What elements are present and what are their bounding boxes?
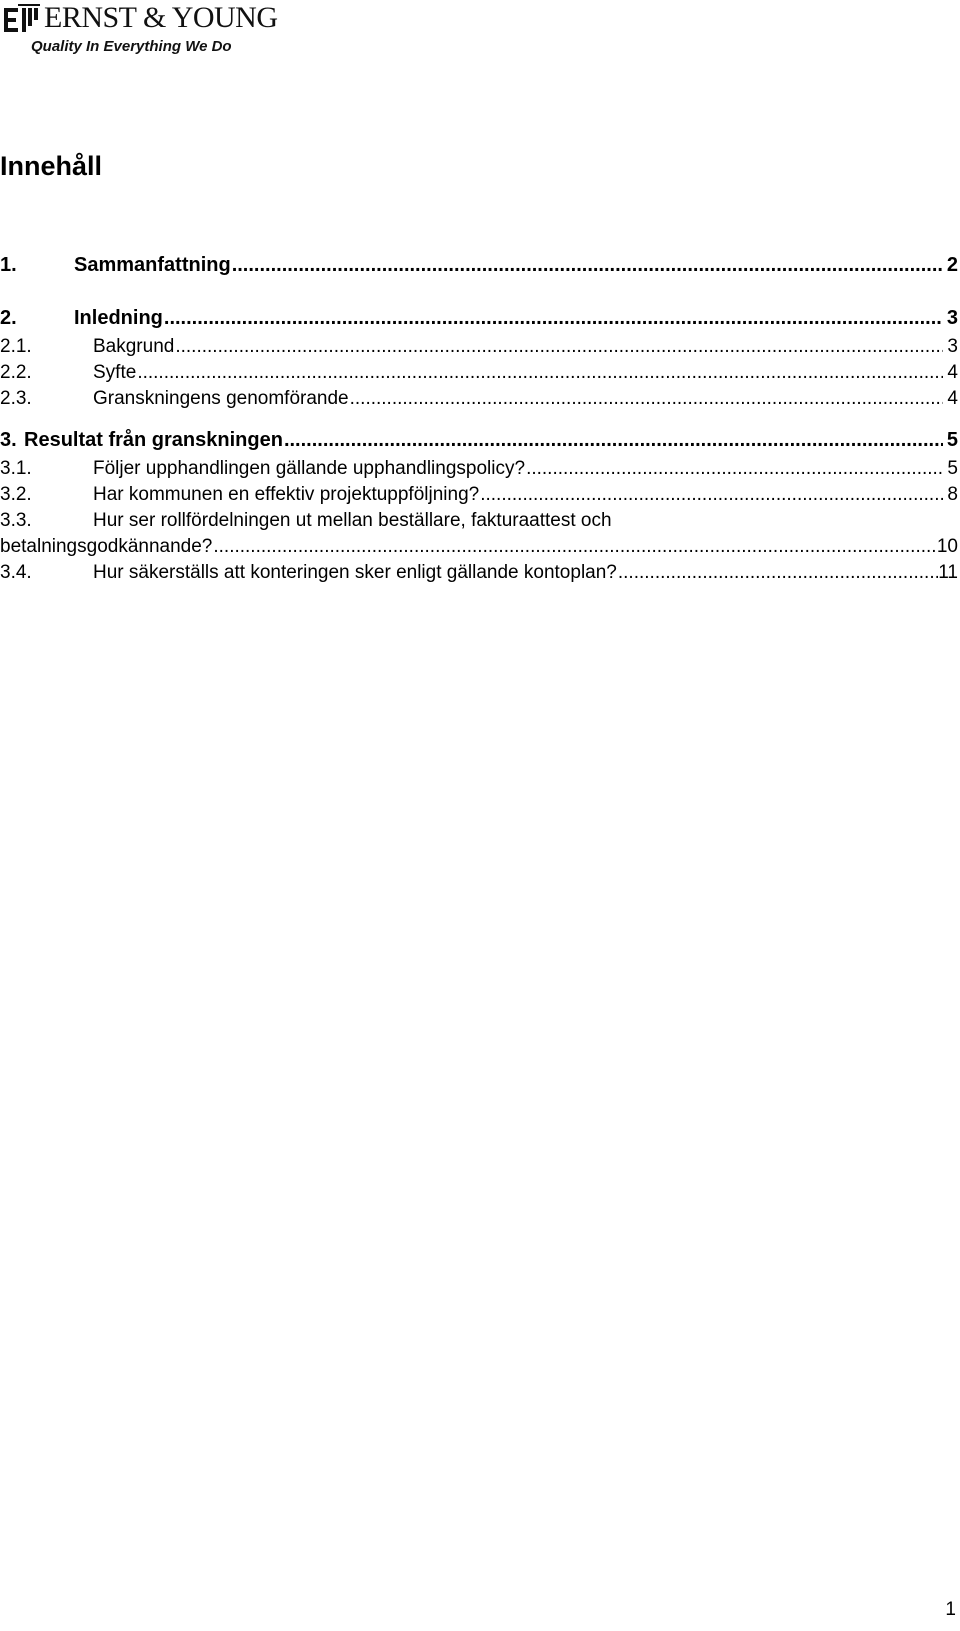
toc-entry-text-line1[interactable]: Hur ser rollfördelningen ut mellan beställare, fakturaattest och — [93, 510, 612, 531]
toc-leader-dots — [480, 482, 943, 508]
toc-entry-number: 2.3. — [0, 388, 32, 409]
toc-entry-text: Resultat från granskningen — [24, 429, 283, 451]
toc-entry-page: 4 — [947, 388, 958, 409]
toc-entry-number: 3.1. — [0, 458, 32, 479]
toc-entry-number: 1. — [0, 254, 17, 276]
toc-entry-page: 2 — [946, 254, 958, 276]
toc-entry-page: 11 — [938, 562, 958, 583]
toc-entry-projektuppfoljning[interactable] — [0, 482, 958, 508]
toc-leader-dots — [526, 456, 943, 482]
toc-entry-text: Syfte — [93, 362, 137, 383]
toc-entry-page: 4 — [947, 362, 958, 383]
toc-entry-number: 3. — [0, 429, 17, 451]
toc-entry-text: Sammanfattning — [74, 254, 231, 276]
toc-entry-text-line2: betalningsgodkännande? — [0, 536, 213, 557]
toc-leader-dots — [618, 560, 938, 586]
toc-entry-text: Granskningens genomförande — [93, 388, 349, 409]
logo-tagline: Quality In Everything We Do — [31, 38, 232, 55]
ernst-young-mark-icon — [4, 4, 40, 32]
toc-entry-text: Bakgrund — [93, 336, 175, 357]
toc-entry-rollfordelningen[interactable] — [0, 534, 958, 560]
toc-entry-page: 8 — [947, 484, 958, 505]
toc-entry-inledning[interactable] — [0, 305, 958, 331]
toc-entry-granskningens-genomforande[interactable] — [0, 386, 958, 412]
toc-entry-syfte[interactable] — [0, 360, 958, 386]
toc-leader-dots — [284, 427, 943, 453]
toc-entry-number: 2.2. — [0, 362, 32, 383]
toc-leader-dots — [213, 534, 937, 560]
toc-entry-page: 3 — [946, 307, 958, 329]
toc-entry-number: 3.3. — [0, 510, 32, 531]
toc-entry-sammanfattning[interactable] — [0, 252, 958, 278]
toc-leader-dots — [350, 386, 944, 412]
toc-entry-text: Hur säkerställs att konteringen sker enligt gällande kontoplan? — [93, 562, 617, 583]
toc-entry-text: Har kommunen en effektiv projektuppföljning? — [93, 484, 480, 505]
toc-entry-page: 10 — [936, 536, 958, 557]
toc-leader-dots — [232, 252, 943, 278]
toc-entry-page: 3 — [947, 336, 958, 357]
toc-entry-number: 2.1. — [0, 336, 32, 357]
toc-entry-number: 3.4. — [0, 562, 32, 583]
toc-entry-bakgrund[interactable] — [0, 334, 958, 360]
toc-leader-dots — [137, 360, 943, 386]
toc-leader-dots — [164, 305, 943, 331]
toc-entry-kontering[interactable] — [0, 560, 958, 586]
ernst-young-logo — [4, 1, 278, 58]
toc-title: Innehåll — [0, 151, 103, 181]
page-number: 1 — [945, 1599, 956, 1620]
toc-entry-foljer-upphandlingen[interactable] — [0, 456, 958, 482]
toc-entry-number: 3.2. — [0, 484, 32, 505]
toc-entry-resultat[interactable] — [0, 427, 958, 453]
toc-entry-number: 2. — [0, 307, 17, 329]
toc-entry-page: 5 — [947, 458, 958, 479]
toc-entry-text: Inledning — [74, 307, 163, 329]
toc-entry-text: Följer upphandlingen gällande upphandlingspolicy? — [93, 458, 526, 479]
toc-entry-page: 5 — [946, 429, 958, 451]
toc-leader-dots — [175, 334, 943, 360]
logo-company-name: ERNST & YOUNG — [44, 1, 278, 34]
